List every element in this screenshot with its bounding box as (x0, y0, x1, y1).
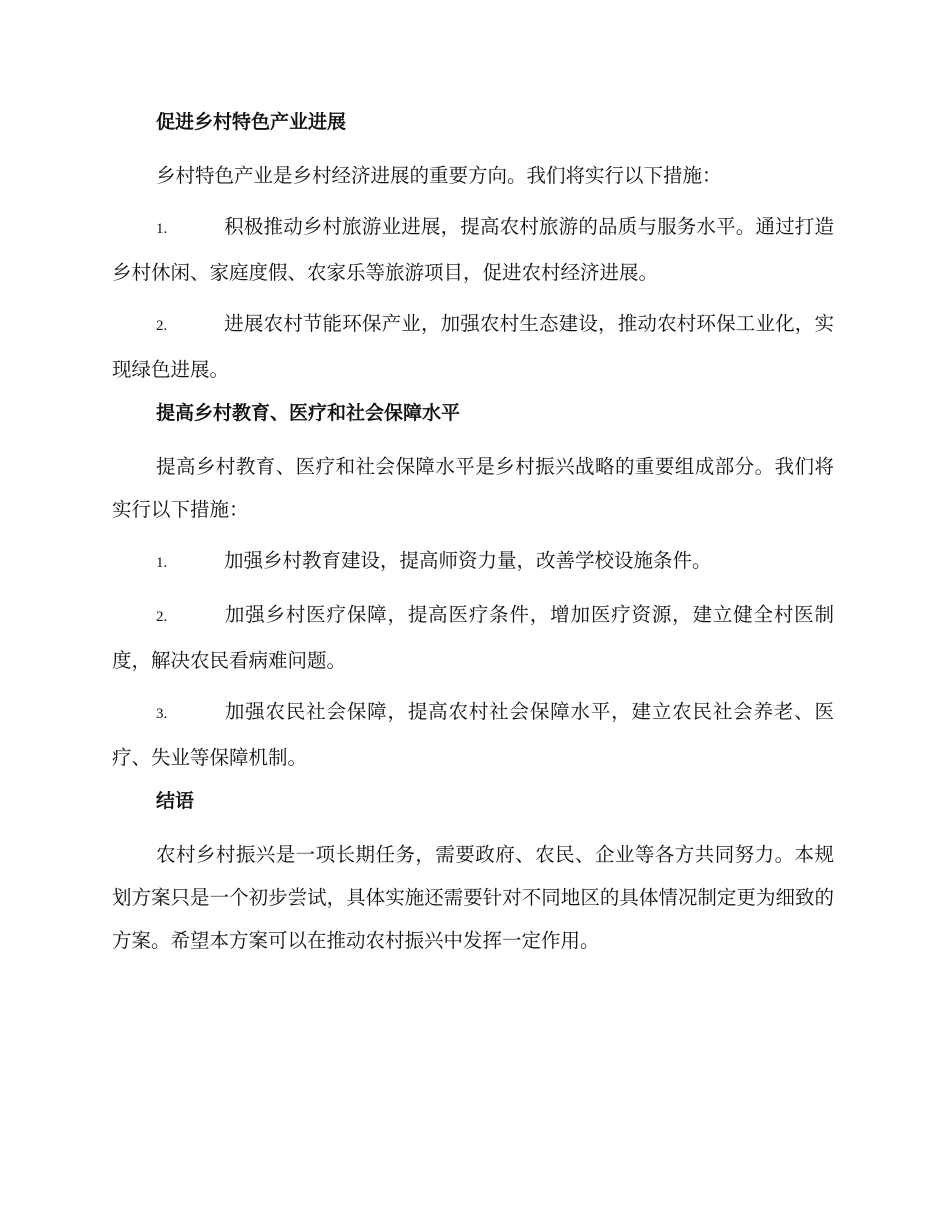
section-heading-welfare: 提高乡村教育、医疗和社会保障水平 (156, 402, 461, 424)
list-item (112, 302, 834, 391)
list-item-text: 积极推动乡村旅游业进展，提高农村旅游的品质与服务水平。通过打造乡村休闲、家庭度假、农家乐等旅游项目，促进农村经济进展。 (112, 215, 834, 284)
section-heading-conclusion: 结语 (156, 790, 195, 812)
section-heading-industry: 促进乡村特色产业进展 (156, 111, 347, 133)
conclusion-paragraph: 农村乡村振兴是一项长期任务，需要政府、农民、企业等各方共同努力。本规划方案只是一个初步尝试，具体实施还需要针对不同地区的具体情况制定更为细致的方案。希望本方案可以在推动农村振兴中发挥一定作用。 (112, 843, 834, 952)
list-item (112, 593, 834, 682)
list-number: 1. (156, 555, 168, 571)
list-number: 3. (156, 706, 168, 722)
list-number: 2. (156, 318, 168, 334)
list-item-text: 加强乡村医疗保障，提高医疗条件，增加医疗资源，建立健全村医制度，解决农民看病难问题。 (112, 603, 834, 672)
list-number: 2. (156, 609, 168, 625)
section-intro-industry: 乡村特色产业是乡村经济进展的重要方向。我们将实行以下措施： (156, 164, 722, 187)
list-item-text: 进展农村节能环保产业，加强农村生态建设，推动农村环保工业化，实现绿色进展。 (112, 312, 834, 381)
list-number: 1. (156, 221, 168, 237)
list-item (112, 539, 834, 585)
section-intro-welfare: 提高乡村教育、医疗和社会保障水平是乡村振兴战略的重要组成部分。我们将实行以下措施： (112, 455, 834, 521)
list-item-text: 加强乡村教育建设，提高师资力量，改善学校设施条件。 (224, 549, 712, 572)
list-item (112, 205, 834, 294)
list-item (112, 690, 834, 779)
list-item-text: 加强农民社会保障，提高农村社会保障水平，建立农民社会养老、医疗、失业等保障机制。 (112, 700, 834, 769)
document-page (112, 108, 834, 970)
